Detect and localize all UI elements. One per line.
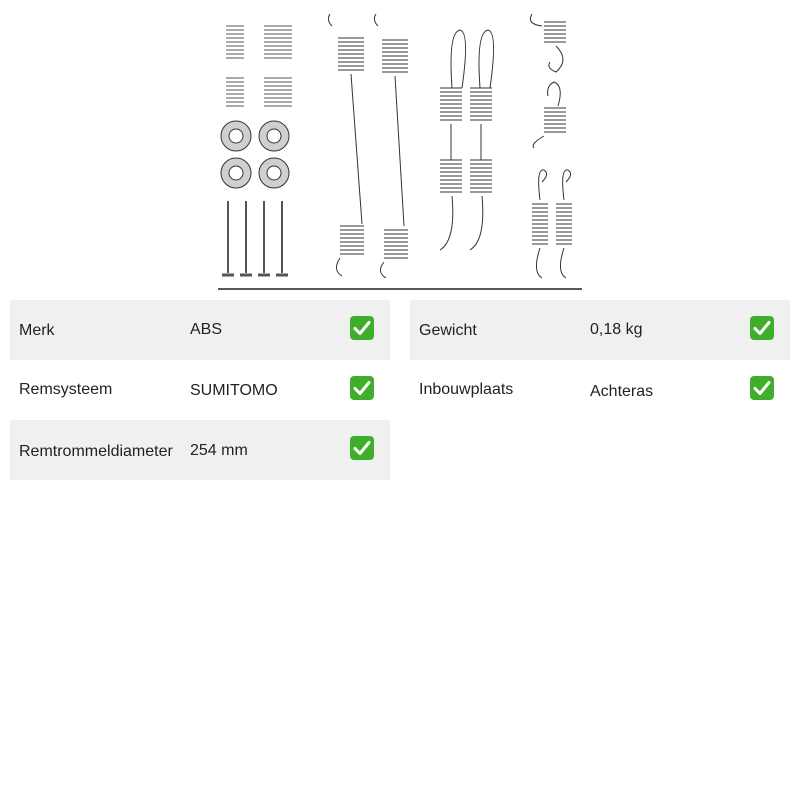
spec-value: 254 mm [190,442,248,459]
spec-value: ABS [190,321,223,338]
check-mark-icon [350,316,374,340]
product-image [218,8,582,290]
spec-value: Achteras [590,383,654,400]
spec-row-remsysteem [10,360,390,420]
spec-label: Inbouwplaats [419,381,514,398]
check-mark-icon [350,436,374,460]
return-springs-long [328,14,408,278]
spec-row-remtrommeldiameter [10,420,390,480]
spec-label: Remtrommeldiameter [19,443,173,460]
spec-value: SUMITOMO [190,382,278,399]
brake-spring-kit-drawing [218,8,582,290]
spec-label: Merk [19,322,55,339]
spec-value: 0,18 kg [590,321,643,338]
hold-down-pins [222,201,288,275]
spec-row-gewicht [410,300,790,360]
adjuster-springs [440,30,494,250]
check-mark-icon [350,376,374,400]
spec-label: Remsysteem [19,381,113,398]
spec-row-inbouwplaats [410,360,790,420]
check-mark-icon [750,316,774,340]
spec-label: Gewicht [419,322,477,339]
small-springs-right [530,14,572,278]
compression-springs [226,26,292,106]
spec-row-merk [10,300,390,360]
check-mark-icon [750,376,774,400]
spring-cups [221,121,289,188]
